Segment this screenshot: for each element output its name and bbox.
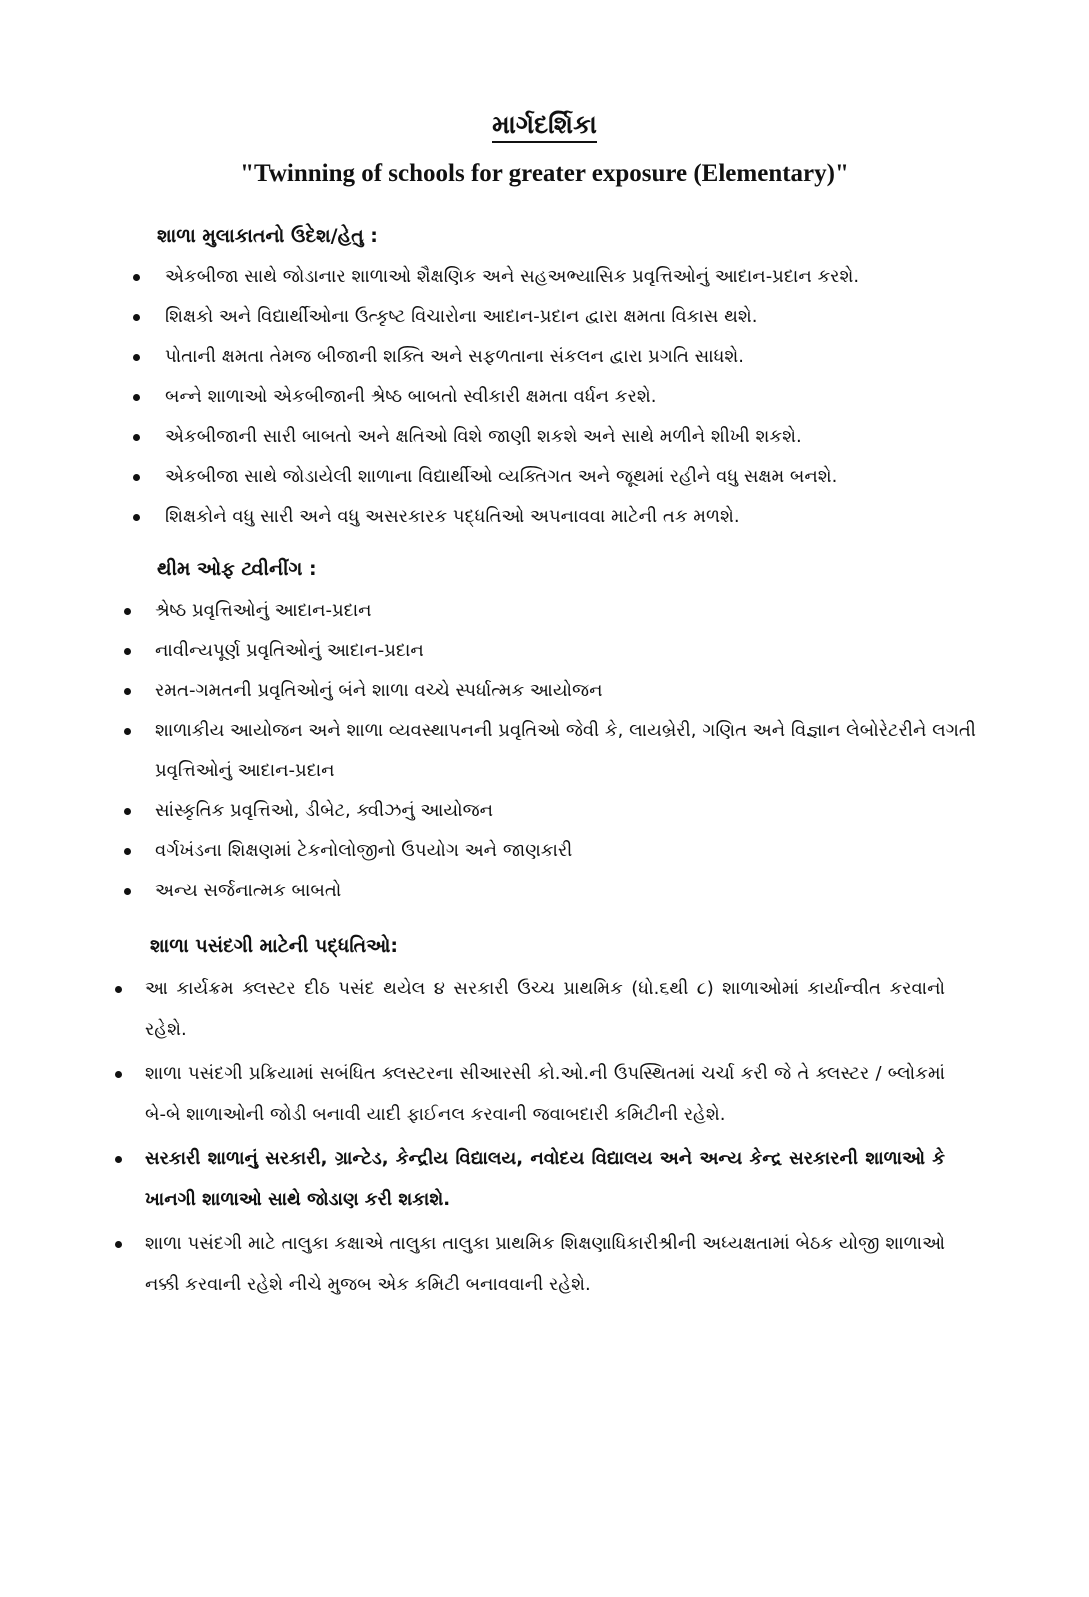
bullet-icon [124, 728, 131, 735]
bullet-icon [124, 648, 131, 655]
list-item: શ્રેષ્ઠ પ્રવૃત્તિઓનું આદાન-પ્રદાન [155, 591, 1035, 631]
list-item: શાળા પસંદગી પ્રક્રિયામાં સબંધિત ક્લસ્ટરના સીઆરસી કો.ઓ.ની ઉપસ્થિતમાં ચર્ચા કરી જે તે ક્લસ્ટર / બ્લોકમાં બે-બે શાળાઓની જોડી બનાવી યાદી ફાઈનલ કરવાની જવાબદારી કમિટીની રહેશે. [145, 1053, 945, 1135]
bullet-icon [133, 474, 140, 481]
bullet-icon [133, 274, 140, 281]
list-item: બન્ને શાળાઓ એકબીજાની શ્રેષ્ઠ બાબતો સ્વીકારી ક્ષમતા વર્ધન કરશે. [165, 377, 1045, 417]
bullet-icon [133, 354, 140, 361]
bullet-icon [115, 1156, 122, 1163]
document-subtitle: "Twinning of schools for greater exposure (Elementary)" [240, 160, 849, 187]
bullet-icon [133, 394, 140, 401]
list-item: એકબીજા સાથે જોડાનાર શાળાઓ શૈક્ષણિક અને સહઅભ્યાસિક પ્રવૃત્તિઓનું આદાન-પ્રદાન કરશે. [165, 257, 1045, 297]
list-item: શિક્ષકોને વધુ સારી અને વધુ અસરકારક પદ્ધતિઓ અપનાવવા માટેની તક મળશે. [165, 497, 1045, 537]
list-item: વર્ગખંડના શિક્ષણમાં ટેકનોલોજીનો ઉપયોગ અને જાણકારી [155, 831, 1035, 871]
list-item: એકબીજાની સારી બાબતો અને ક્ષતિઓ વિશે જાણી શકશે અને સાથે મળીને શીખી શકશે. [165, 417, 1045, 457]
list-item: શાળા પસંદગી માટે તાલુકા કક્ષાએ તાલુકા તાલુકા પ્રાથમિક શિક્ષણાધિકારીશ્રીની અધ્યક્ષતામાં બેઠક યોજી શાળાઓ નક્કી કરવાની રહેશે નીચે મુજબ એક કમિટી બનાવવાની રહેશે. [145, 1223, 945, 1305]
bullet-icon [133, 514, 140, 521]
objectives-list [165, 257, 1045, 537]
selection-heading: શાળા પસંદગી માટેની પદ્ધતિઓ: [150, 935, 398, 957]
bullet-icon [124, 688, 131, 695]
list-item: એકબીજા સાથે જોડાયેલી શાળાના વિદ્યાર્થીઓ વ્યક્તિગત અને જૂથમાં રહીને વધુ સક્ષમ બનશે. [165, 457, 1045, 497]
bullet-icon [133, 434, 140, 441]
bullet-icon [115, 1071, 122, 1078]
list-item: સરકારી શાળાનું સરકારી, ગ્રાન્ટેડ, કેન્દ્રીય વિદ્યાલય, નવોદય વિદ્યાલય અને અન્ય કેન્દ્ર સરકારની શાળાઓ કે ખાનગી શાળાઓ સાથે જોડાણ કરી શકાશે. [145, 1138, 945, 1220]
list-item: આ કાર્યક્રમ ક્લસ્ટર દીઠ પસંદ થયેલ ૪ સરકારી ઉચ્ચ પ્રાથમિક (ધો.૬થી ૮) શાળાઓમાં કાર્યાન્વીત કરવાનો રહેશે. [145, 968, 945, 1050]
list-item: સાંસ્કૃતિક પ્રવૃત્તિઓ, ડીબેટ, ક્વીઝનું આયોજન [155, 791, 1035, 831]
objectives-heading: શાળા મુલાકાતનો ઉદેશ/હેતુ : [157, 225, 378, 247]
list-item: રમત-ગમતની પ્રવૃતિઓનું બંને શાળા વચ્ચે સ્પર્ધાત્મક આયોજન [155, 671, 1035, 711]
list-item: પોતાની ક્ષમતા તેમજ બીજાની શક્તિ અને સફળતાના સંકલન દ્વારા પ્રગતિ સાધશે. [165, 337, 1045, 377]
bullet-icon [124, 888, 131, 895]
bullet-icon [115, 986, 122, 993]
document-title-text: માર્ગદર્શિકા [492, 110, 597, 143]
list-item: શાળાકીય આયોજન અને શાળા વ્યવસ્થાપનની પ્રવૃતિઓ જેવી કે, લાયબ્રેરી, ગણિત અને વિજ્ઞાન લેબોરેટરીને લગતી પ્રવૃત્તિઓનું આદાન-પ્રદાન [155, 711, 1035, 791]
bullet-icon [133, 314, 140, 321]
themes-heading: થીમ ઓફ ટ્વીનીંગ : [157, 558, 317, 580]
list-item: નાવીન્યપૂર્ણ પ્રવૃતિઓનું આદાન-પ્રદાન [155, 631, 1035, 671]
bullet-icon [124, 608, 131, 615]
bullet-icon [124, 808, 131, 815]
list-item: અન્ય સર્જનાત્મક બાબતો [155, 871, 1035, 911]
bullet-icon [115, 1241, 122, 1248]
selection-list [145, 968, 945, 1308]
document-title [0, 110, 1089, 140]
themes-list [155, 591, 1035, 911]
list-item: શિક્ષકો અને વિદ્યાર્થીઓના ઉત્કૃષ્ટ વિચારોના આદાન-પ્રદાન દ્વારા ક્ષમતા વિકાસ થશે. [165, 297, 1045, 337]
bullet-icon [124, 848, 131, 855]
